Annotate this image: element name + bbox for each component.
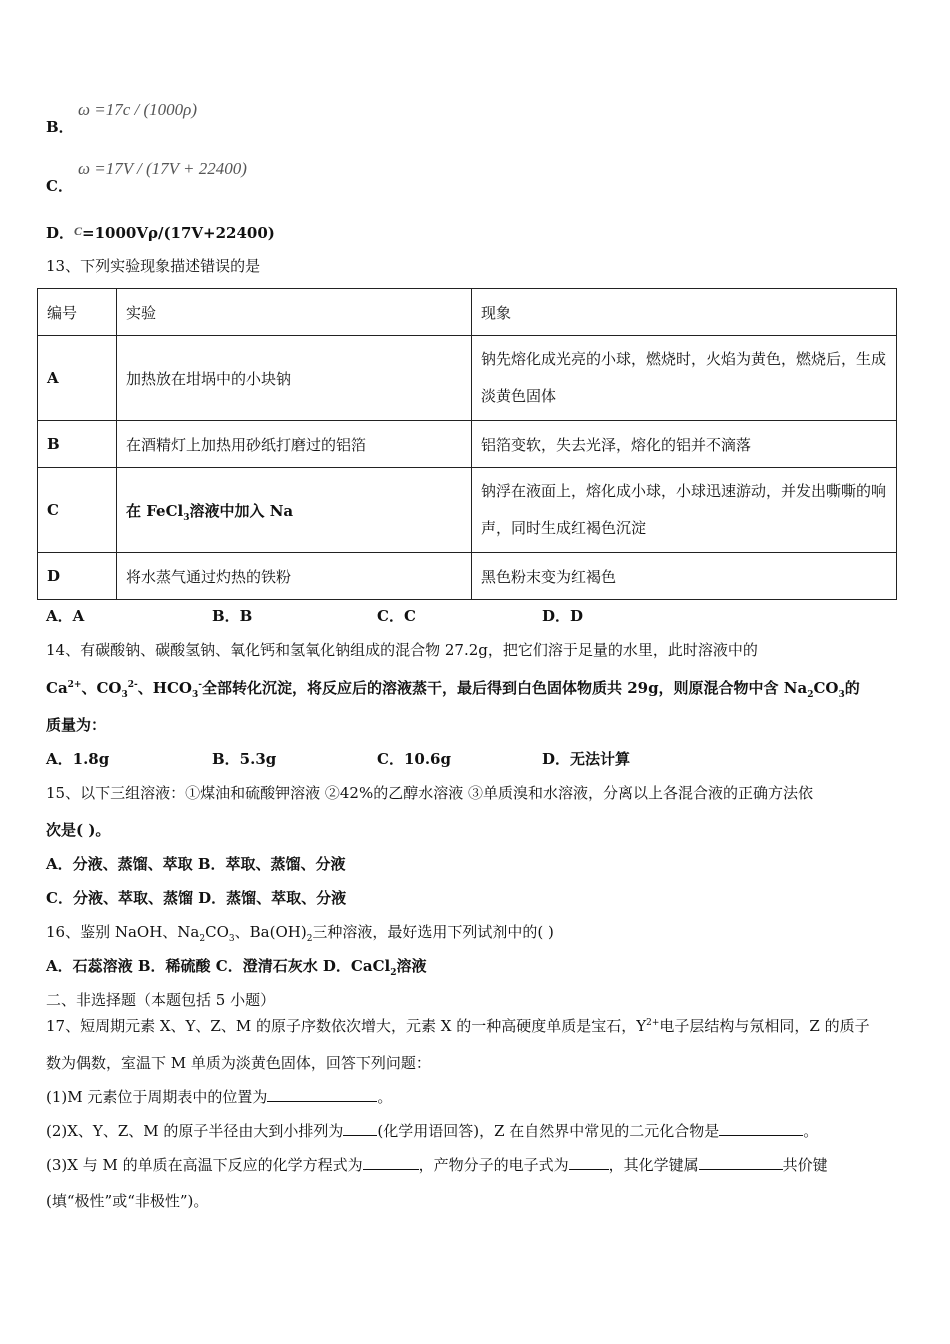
q14-line3: 质量为： bbox=[46, 716, 107, 734]
row-experiment: 将水蒸气通过灼热的铁粉 bbox=[117, 553, 472, 600]
option-d bbox=[46, 222, 275, 243]
q13-option-b: B．B bbox=[212, 607, 253, 625]
row-experiment: 加热放在坩埚中的小块钠 bbox=[117, 336, 472, 421]
q13-option-c: C．C bbox=[377, 607, 416, 625]
q16-stem: 16、鉴别 NaOH、$Na_2CO_3$、$Ba(OH)_2$三种溶液，最好选用下列试剂中的( ) bbox=[46, 923, 554, 944]
q14-option-c: C．10.6g bbox=[377, 750, 451, 768]
q14-line2: $Ca^{2+}$、$CO_3^{2-}$、$HCO_3^-$全部转化沉淀，将反应后的溶液蒸干，最后得到白色固体物质共 29g，则原混合物中含 $Na_2CO_3$的 bbox=[46, 679, 860, 700]
q15-options-1: A．分液、蒸馏、萃取 B．萃取、蒸馏、分液 bbox=[46, 855, 346, 873]
table-row bbox=[38, 468, 897, 553]
q17-line1: 17、短周期元素 X、Y、Z、M 的原子序数依次增大，元素 X 的一种高硬度单质是宝石，$Y^{2+}$电子层结构与氖相同，Z 的质子 bbox=[46, 1017, 870, 1035]
q13-option-d: D．D bbox=[542, 607, 584, 625]
row-id: B bbox=[38, 421, 117, 468]
q17-line2: 数为偶数，室温下 M 单质为淡黄色固体，回答下列问题： bbox=[46, 1054, 431, 1072]
row-experiment: 在酒精灯上加热用砂纸打磨过的铝箔 bbox=[117, 421, 472, 468]
table-row bbox=[38, 553, 897, 600]
header-id: 编号 bbox=[38, 289, 117, 336]
answer-blank[interactable] bbox=[699, 1154, 783, 1170]
option-b-formula: ω =17c / (1000ρ) bbox=[78, 100, 197, 119]
q14-option-d: D．无法计算 bbox=[542, 750, 631, 768]
answer-blank[interactable] bbox=[343, 1120, 377, 1136]
option-c-formula: ω =17V / (17V + 22400) bbox=[78, 159, 247, 178]
row-phenomenon: 铝箔变软，失去光泽，熔化的铝并不滴落 bbox=[472, 421, 897, 468]
option-c-label: C． bbox=[46, 177, 73, 195]
row-id: C bbox=[38, 468, 117, 553]
answer-blank[interactable] bbox=[569, 1154, 609, 1170]
row-phenomenon: 黑色粉末变为红褐色 bbox=[472, 553, 897, 600]
answer-blank[interactable] bbox=[719, 1120, 803, 1136]
q15-line1: 15、以下三组溶液：①煤油和硫酸钾溶液 ②42%的乙醇水溶液 ③单质溴和水溶液，分离以上各混合液的正确方法依 bbox=[46, 784, 813, 802]
q13-option-a: A．A bbox=[46, 607, 85, 625]
q17-part3-line2: (填“极性”或“非极性”)。 bbox=[46, 1192, 209, 1210]
q15-line2: 次是( )。 bbox=[46, 821, 111, 839]
q14-option-a: A．1.8g bbox=[46, 750, 110, 768]
row-phenomenon: 钠浮在液面上，熔化成小球，小球迅速游动，并发出嘶嘶的响声，同时生成红褐色沉淀 bbox=[472, 468, 897, 553]
row-phenomenon: 钠先熔化成光亮的小球，燃烧时，火焰为黄色，燃烧后，生成淡黄色固体 bbox=[472, 336, 897, 421]
section-title: 二、非选择题（本题包括 5 小题） bbox=[46, 991, 276, 1009]
table-header-row bbox=[38, 289, 897, 336]
option-d-symbol: C bbox=[74, 224, 83, 238]
q13-stem: 13、下列实验现象描述错误的是 bbox=[46, 257, 261, 275]
row-experiment: 在 FeCl$_3$溶液中加入 Na bbox=[117, 468, 472, 553]
option-b-label: B． bbox=[46, 118, 74, 136]
answer-blank[interactable] bbox=[363, 1154, 419, 1170]
q17-part1: (1)M 元素位于周期表中的位置为 。 bbox=[46, 1088, 393, 1106]
option-d-label: D． bbox=[46, 224, 75, 242]
experiment-table bbox=[37, 288, 897, 600]
q17-part2: (2)X、Y、Z、M 的原子半径由大到小排列为 (化学用语回答)，Z 在自然界中常见的二元化合物是 。 bbox=[46, 1122, 819, 1140]
header-experiment: 实验 bbox=[117, 289, 472, 336]
q14-line1: 14、有碳酸钠、碳酸氢钠、氧化钙和氢氧化钠组成的混合物 27.2g，把它们溶于足量的水里，此时溶液中的 bbox=[46, 641, 758, 659]
q14-option-b: B．5.3g bbox=[212, 750, 277, 768]
header-phenomenon: 现象 bbox=[472, 289, 897, 336]
table-row bbox=[38, 336, 897, 421]
table-row bbox=[38, 421, 897, 468]
q16-options: A．石蕊溶液 B．稀硫酸 C．澄清石灰水 D．CaCl$_2$溶液 bbox=[46, 957, 427, 978]
answer-blank[interactable] bbox=[267, 1086, 377, 1102]
q15-options-2: C．分液、萃取、蒸馏 D．蒸馏、萃取、分液 bbox=[46, 889, 347, 907]
option-d-formula: =1000Vρ/(17V+22400) bbox=[82, 224, 275, 242]
row-id: D bbox=[38, 553, 117, 600]
q17-part3: (3)X 与 M 的单质在高温下反应的化学方程式为 ，产物分子的电子式为 ，其化学键属 共价键 bbox=[46, 1156, 828, 1174]
row-id: A bbox=[38, 336, 117, 421]
